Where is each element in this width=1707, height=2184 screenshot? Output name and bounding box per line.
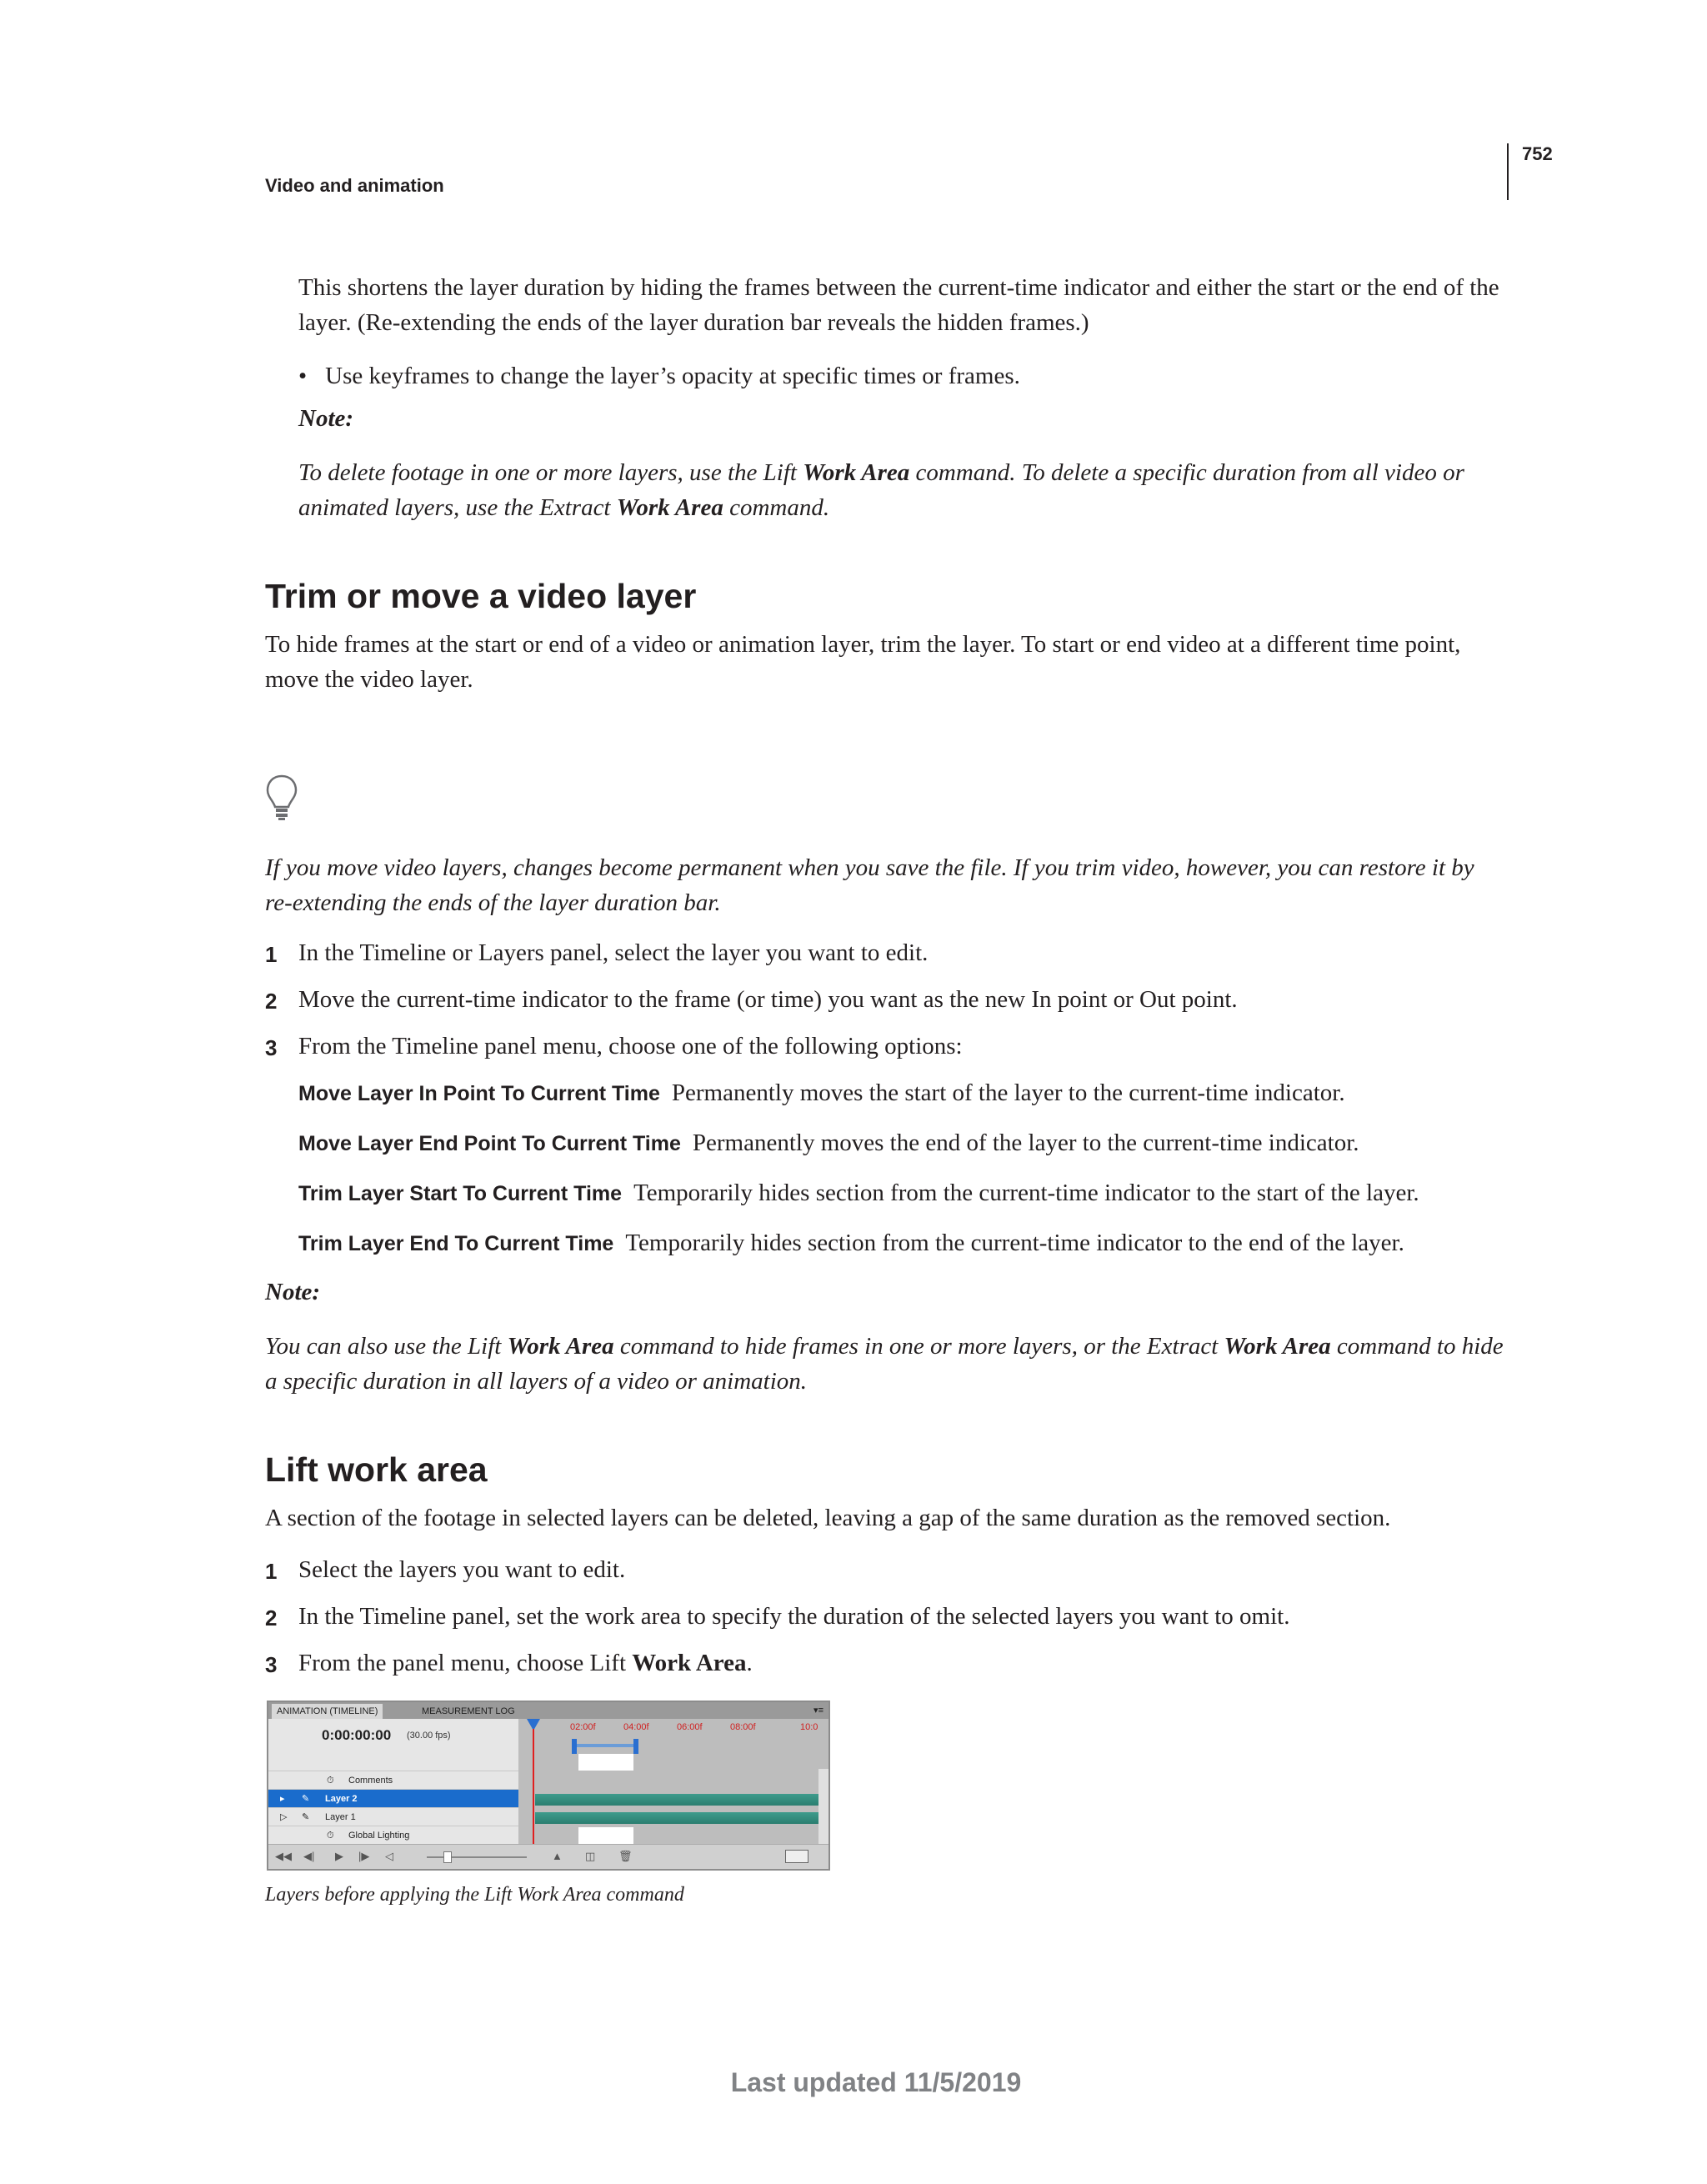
step-text [298, 1646, 753, 1681]
option-description: Temporarily hides section from the current-time indicator to the end of the layer. [625, 1230, 1404, 1256]
ruler-tick-label: 08:00f [730, 1722, 756, 1732]
zoom-icon[interactable]: ▲ [552, 1850, 563, 1862]
section-heading-lift: Lift work area [265, 1450, 488, 1489]
step-number: 1 [265, 942, 278, 967]
trim-note-text [265, 1329, 1507, 1399]
row-label: Layer 2 [325, 1794, 358, 1804]
option-item [298, 1075, 1345, 1111]
tip-text: If you move video layers, changes become permanent when you save the file. If you trim video, however, you can restore it by re-extending the ends of the layer duration bar. [265, 854, 1474, 916]
step-text: From the Timeline panel menu, choose one of the following options: [298, 1033, 963, 1059]
section-heading-trim: Trim or move a video layer [265, 577, 697, 615]
option-item [298, 1125, 1359, 1161]
lift-paragraph: A section of the footage in selected layers can be deleted, leaving a gap of the same duration as the removed section. [265, 1505, 1391, 1531]
layer-row-layer-1[interactable] [268, 1807, 518, 1826]
zoom-slider-thumb[interactable] [443, 1851, 452, 1863]
footer-last-updated: Last updated 11/5/2019 [730, 2067, 1022, 2097]
note-emphasis: Work Area [803, 459, 910, 486]
audio-icon[interactable]: ◁ [385, 1850, 393, 1862]
figure-caption: Layers before applying the Lift Work Area command [265, 1884, 684, 1906]
step-text: Move the current-time indicator to the frame (or time) you want as the new In point or Out point. [298, 986, 1238, 1013]
step-text: Select the layers you want to edit. [298, 1556, 626, 1583]
step-number: 1 [265, 1559, 278, 1584]
previous-frame-icon[interactable]: ◀| [303, 1850, 315, 1862]
timeline-panel-screenshot [267, 1701, 830, 1871]
stopwatch-icon[interactable]: ⏱ [327, 1831, 334, 1841]
option-term: Move Layer End Point To Current Time [298, 1132, 681, 1155]
layer-row-comments[interactable] [268, 1771, 518, 1789]
layer-1-duration-bar[interactable] [535, 1812, 818, 1824]
vertical-scrollbar[interactable] [818, 1769, 828, 1844]
tab-animation-timeline[interactable]: ANIMATION (TIMELINE) [272, 1704, 383, 1719]
option-term: Trim Layer End To Current Time [298, 1232, 614, 1255]
note-emphasis: Work Area [616, 494, 723, 521]
zoom-slider[interactable] [427, 1856, 527, 1858]
tab-measurement-log[interactable]: MEASUREMENT LOG [422, 1706, 515, 1716]
note-text: To delete footage in one or more layers, use the Lift [298, 459, 803, 486]
work-area-bar[interactable] [577, 1744, 633, 1747]
note-emphasis: Work Area [1224, 1333, 1331, 1360]
intro-paragraph: This shortens the layer duration by hiding the frames between the current-time indicator and either the start or the end of the layer. (Re-extending the ends of the layer duration bar reveals the hidden frames.) [298, 274, 1499, 336]
step-number: 2 [265, 1605, 278, 1630]
trim-paragraph: To hide frames at the start or end of a video or animation layer, trim the layer. To start or end video at a different time point, move the video layer. [265, 631, 1461, 693]
panel-menu-icon[interactable]: ▾≡ [813, 1706, 823, 1716]
playback-controls-bar [268, 1844, 828, 1870]
brush-icon: ✎ [302, 1794, 310, 1804]
option-description: Permanently moves the end of the layer to the current-time indicator. [692, 1130, 1359, 1156]
timecode-readout[interactable]: 0:00:00:00 [322, 1727, 392, 1743]
header-rule [1507, 143, 1509, 200]
option-description: Temporarily hides section from the current-time indicator to the start of the layer. [633, 1180, 1419, 1206]
work-area-highlight [578, 1754, 633, 1771]
layer-row-global-lighting[interactable] [268, 1826, 518, 1844]
step-text-part: From the panel menu, choose Lift [298, 1650, 633, 1676]
ruler-tick-label: 10:0 [800, 1722, 818, 1732]
step-number: 2 [265, 989, 278, 1014]
ruler-tick-label: 04:00f [623, 1722, 649, 1732]
option-description: Permanently moves the start of the layer to the current-time indicator. [671, 1079, 1345, 1106]
row-label: Global Lighting [348, 1831, 410, 1841]
option-item [298, 1225, 1404, 1261]
page-number: 752 [1522, 143, 1553, 164]
layer-2-duration-bar[interactable] [535, 1794, 818, 1806]
onion-skin-icon[interactable]: ◫ [585, 1850, 596, 1862]
note-text: command to hide frames in one or more layers, or the Extract [613, 1333, 1224, 1360]
note-text: You can also use the Lift [265, 1333, 508, 1360]
ruler-tick-label: 02:00f [570, 1722, 596, 1732]
frame-rate: (30.00 fps) [407, 1731, 451, 1741]
step-text: In the Timeline panel, set the work area to specify the duration of the selected layers you want to omit. [298, 1603, 1290, 1630]
layer-list [268, 1719, 518, 1844]
step-emphasis: Work Area [632, 1650, 747, 1676]
delete-icon[interactable]: 🗑 [618, 1850, 633, 1862]
first-frame-icon[interactable]: ◀◀ [275, 1850, 292, 1862]
note-text: command. To delete a specific duration from all video or animated layers, use the Extract [298, 459, 1464, 521]
expand-triangle-icon[interactable]: ▸ [280, 1794, 285, 1804]
option-item [298, 1175, 1419, 1211]
option-term: Move Layer In Point To Current Time [298, 1082, 660, 1105]
option-term: Trim Layer Start To Current Time [298, 1182, 623, 1205]
step-number: 3 [265, 1652, 278, 1677]
running-head: Video and animation [265, 175, 444, 196]
lightbulb-tip-icon [265, 774, 298, 826]
work-area-highlight [578, 1827, 633, 1844]
timeline-track-area[interactable] [518, 1719, 828, 1844]
intro-note-text [298, 455, 1507, 525]
row-label: Layer 1 [325, 1812, 356, 1822]
bullet-dot: • [298, 363, 308, 389]
work-area-end-handle[interactable] [633, 1739, 638, 1754]
convert-to-frames-icon[interactable] [785, 1850, 808, 1863]
brush-icon: ✎ [302, 1812, 310, 1822]
ruler-tick-label: 06:00f [677, 1722, 703, 1732]
note-text: command. [723, 494, 830, 521]
step-text: In the Timeline or Layers panel, select the layer you want to edit. [298, 939, 929, 966]
expand-triangle-icon[interactable]: ▷ [280, 1812, 288, 1822]
row-label: Comments [348, 1776, 393, 1786]
bullet-text: Use keyframes to change the layer’s opacity at specific times or frames. [325, 363, 1020, 389]
intro-bullet-item [298, 358, 1507, 393]
play-icon[interactable]: ▶ [335, 1850, 343, 1862]
stopwatch-icon[interactable]: ⏱ [327, 1776, 334, 1786]
layer-row-layer-2[interactable] [268, 1789, 518, 1807]
step-text-part: . [746, 1650, 753, 1676]
note-label: Note: [265, 1279, 321, 1305]
step-number: 3 [265, 1035, 278, 1060]
note-label: Note: [298, 405, 354, 432]
panel-tab-bar [268, 1702, 828, 1719]
current-time-indicator-line [533, 1729, 534, 1844]
note-emphasis: Work Area [507, 1333, 614, 1360]
next-frame-icon[interactable]: |▶ [358, 1850, 370, 1862]
note-text: command to hide a specific duration in all layers of a video or animation. [265, 1333, 1504, 1395]
